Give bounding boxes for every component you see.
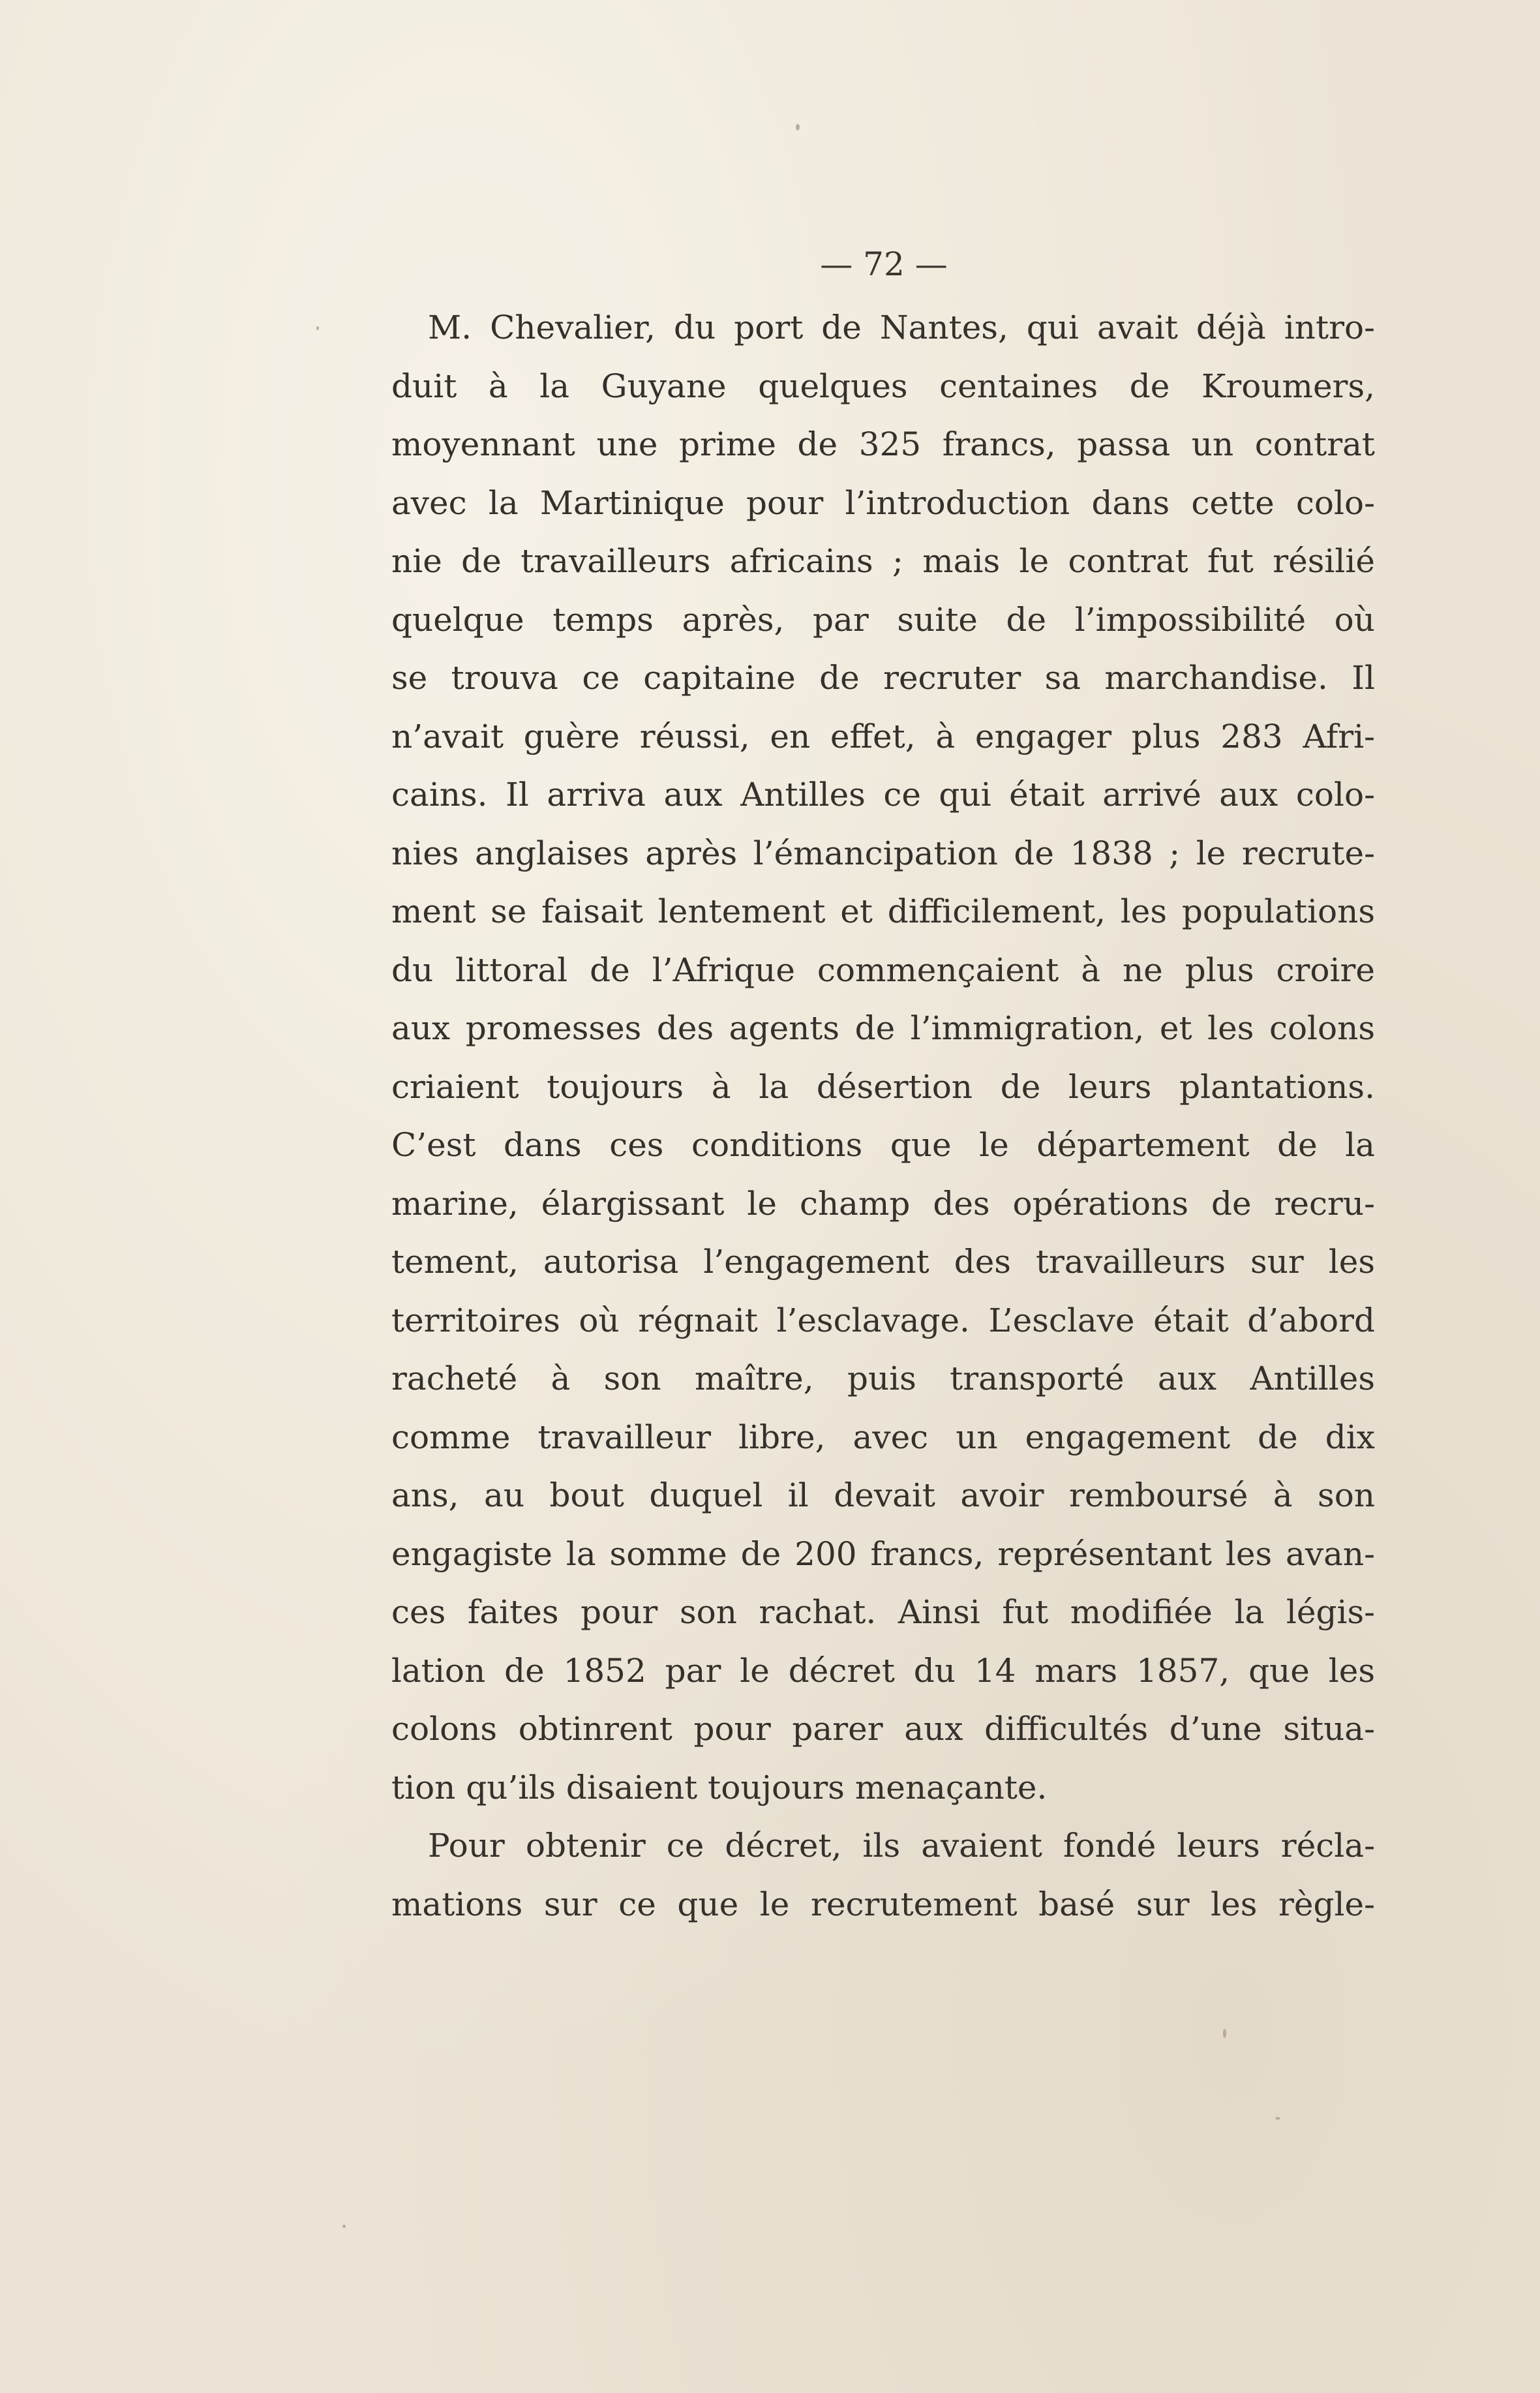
text-line: Pour obtenir ce décret, ils avaient fondé leurs récla-	[428, 1827, 1375, 1865]
text-line: racheté à son maître, puis transporté aux Antilles	[391, 1360, 1375, 1397]
text-line: territoires où régnait l’esclavage. L’esclave était d’abord	[391, 1301, 1375, 1339]
paper-speck	[1223, 2029, 1226, 2038]
text-line: quelque temps après, par suite de l’impossibilité où	[391, 600, 1375, 639]
body-text	[391, 299, 1375, 1934]
text-line: marine, élargissant le champ des opérations de recru-	[391, 1184, 1375, 1223]
paragraph	[391, 1817, 1375, 1934]
text-line: lation de 1852 par le décret du 14 mars 1857, que les	[391, 1651, 1375, 1690]
text-line: du littoral de l’Afrique commençaient à ne plus croire	[391, 951, 1375, 989]
text-line: cains. Il arriva aux Antilles ce qui était arrivé aux colo-	[391, 776, 1375, 814]
paper-speck	[1275, 2117, 1280, 2120]
text-line: colons obtinrent pour parer aux difficultés d’une situa-	[391, 1710, 1375, 1748]
text-line: n’avait guère réussi, en effet, à engager plus 283 Afri-	[391, 717, 1375, 755]
text-line: duit à la Guyane quelques centaines de Kroumers,	[391, 367, 1375, 405]
text-line: ment se faisait lentement et difficilement, les populations	[391, 892, 1375, 930]
text-line: ces faites pour son rachat. Ainsi fut modifiée la légis-	[391, 1593, 1375, 1631]
paper-speck	[316, 326, 319, 330]
text-line: tement, autorisa l’engagement des travailleurs sur les	[391, 1243, 1375, 1281]
text-line: M. Chevalier, du port de Nantes, qui avait déjà intro-	[428, 309, 1375, 346]
text-line: tion qu’ils disaient toujours menaçante.	[391, 1768, 1048, 1806]
paragraph	[391, 299, 1375, 1817]
text-line: engagiste la somme de 200 francs, représentant les avan-	[391, 1534, 1375, 1573]
page-number: — 72 —	[820, 245, 948, 283]
text-line: criaient toujours à la désertion de leurs plantations.	[391, 1067, 1375, 1106]
text-line: mations sur ce que le recrutement basé sur les règle-	[391, 1885, 1375, 1923]
paper-speck	[342, 2225, 346, 2228]
text-line: nie de travailleurs africains ; mais le contrat fut résilié	[391, 542, 1375, 580]
text-line: avec la Martinique pour l’introduction dans cette colo-	[391, 483, 1375, 522]
text-line: comme travailleur libre, avec un engagement de dix	[391, 1418, 1375, 1456]
text-line: aux promesses des agents de l’immigration, et les colons	[391, 1009, 1375, 1047]
text-line: moyennant une prime de 325 francs, passa un contrat	[391, 425, 1375, 463]
text-line: ans, au bout duquel il devait avoir remboursé à son	[391, 1476, 1375, 1514]
paper-speck	[796, 124, 800, 130]
text-line: se trouva ce capitaine de recruter sa marchandise. Il	[391, 659, 1375, 697]
text-line: C’est dans ces conditions que le département de la	[391, 1126, 1375, 1164]
text-line: nies anglaises après l’émancipation de 1838 ; le recrute-	[391, 834, 1375, 872]
